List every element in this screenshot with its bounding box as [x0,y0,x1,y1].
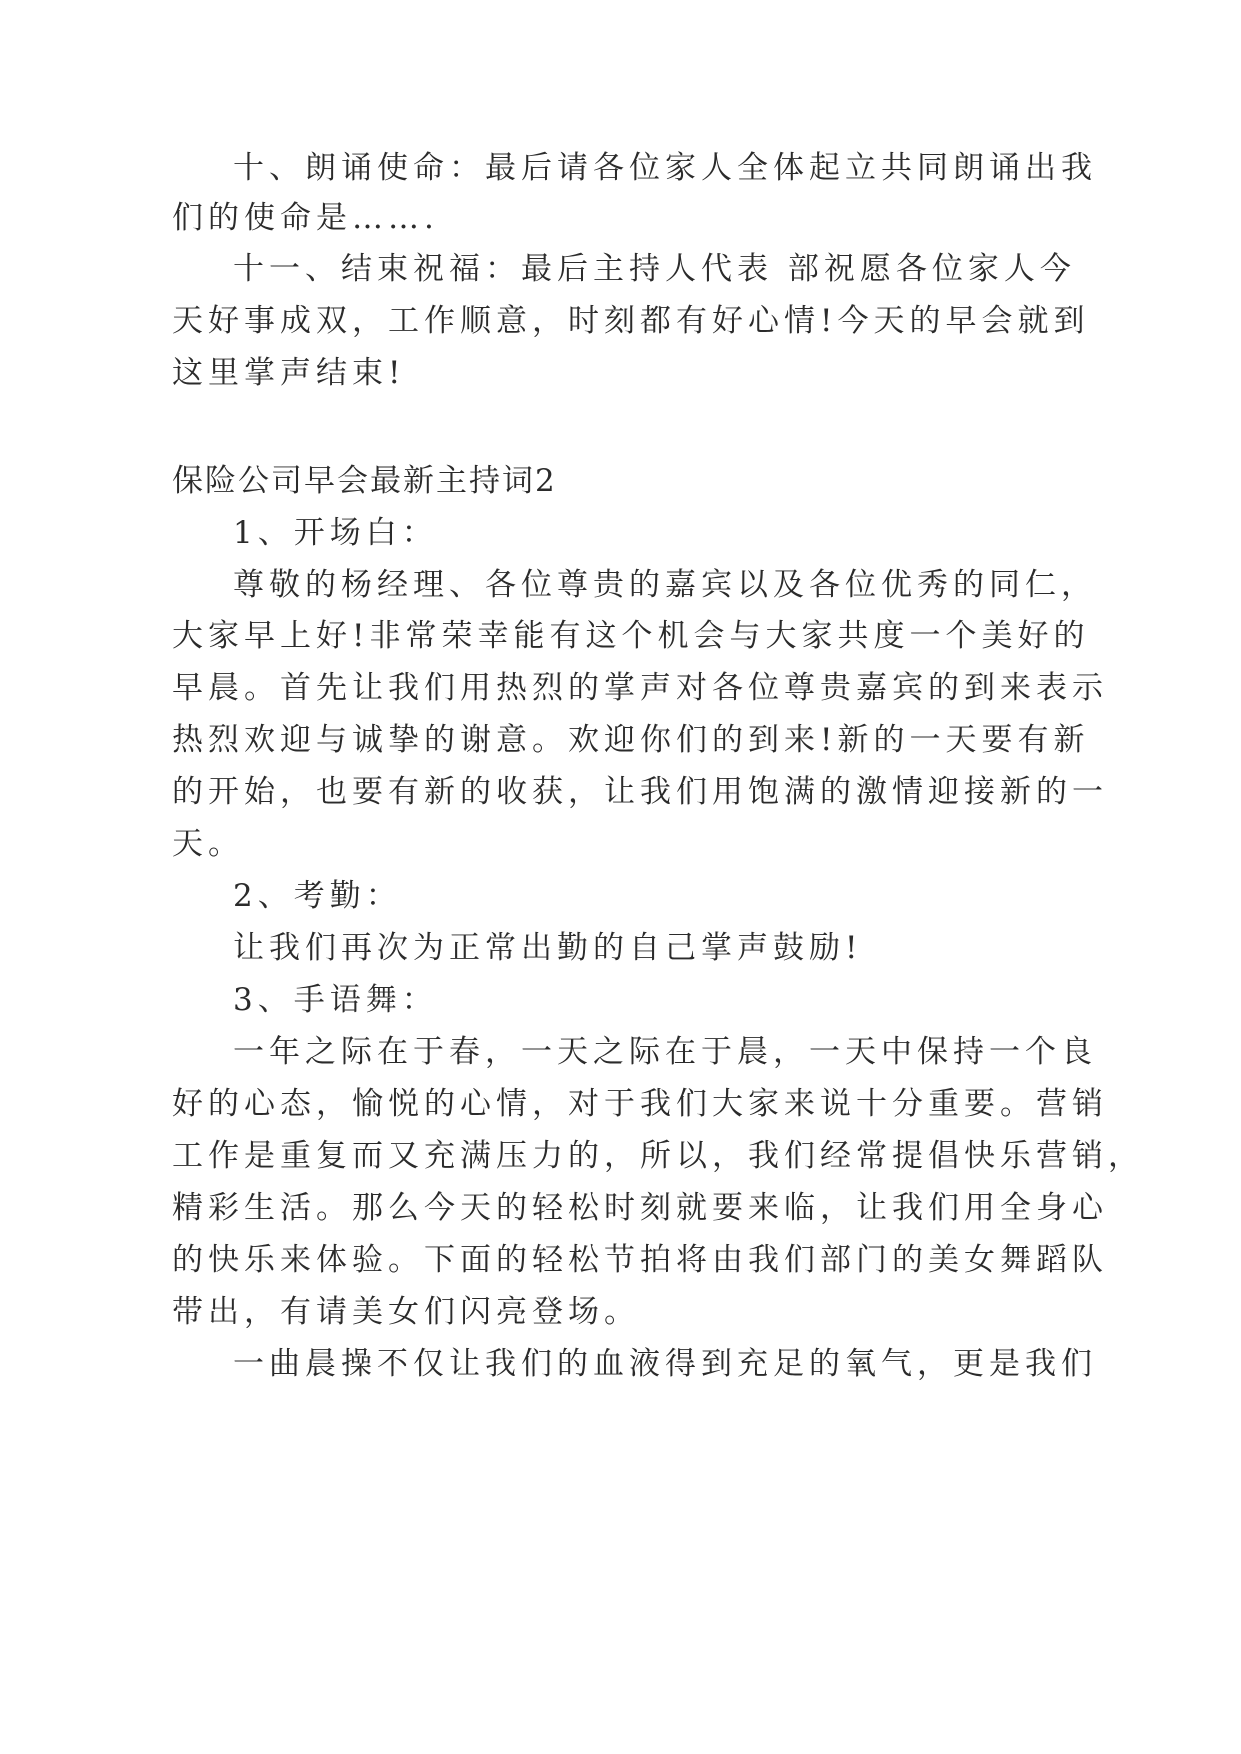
section-title: 保险公司早会最新主持词2 [172,463,557,499]
paragraph-line: 的开始，也要有新的收获，让我们用饱满的激情迎接新的一 [172,774,1108,810]
paragraph-line: 早晨。首先让我们用热烈的掌声对各位尊贵嘉宾的到来表示 [172,670,1108,706]
paragraph-line: 尊敬的杨经理、各位尊贵的嘉宾以及各位优秀的同仁， [233,567,1097,603]
paragraph-line: 好的心态，愉悦的心情，对于我们大家来说十分重要。营销 [172,1086,1108,1122]
item-heading: 3、手语舞： [233,982,438,1018]
paragraph-line: 十、朗诵使命：最后请各位家人全体起立共同朗诵出我 [233,150,1097,186]
paragraph-line: 这里掌声结束! [172,355,406,391]
paragraph-line: 热烈欢迎与诚挚的谢意。欢迎你们的到来!新的一天要有新 [172,722,1090,758]
paragraph-line: 工作是重复而又充满压力的，所以，我们经常提倡快乐营销， [172,1138,1144,1174]
paragraph-line: 带出，有请美女们闪亮登场。 [172,1294,640,1330]
paragraph-line: 让我们再次为正常出勤的自己掌声鼓励! [233,930,863,966]
paragraph-line: 们的使命是……. [172,200,439,236]
paragraph-line: 大家早上好!非常荣幸能有这个机会与大家共度一个美好的 [172,618,1090,654]
paragraph-line: 十一、结束祝福：最后主持人代表 部祝愿各位家人今 [233,251,1076,287]
paragraph-line: 一曲晨操不仅让我们的血液得到充足的氧气，更是我们 [233,1346,1097,1382]
paragraph-line: 精彩生活。那么今天的轻松时刻就要来临，让我们用全身心 [172,1190,1108,1226]
item-heading: 1、开场白： [233,515,438,551]
paragraph-line: 天。 [172,826,244,862]
paragraph-line: 的快乐来体验。下面的轻松节拍将由我们部门的美女舞蹈队 [172,1242,1108,1278]
paragraph-line: 一年之际在于春，一天之际在于晨，一天中保持一个良 [233,1034,1097,1070]
paragraph-line: 天好事成双，工作顺意，时刻都有好心情!今天的早会就到 [172,303,1090,339]
item-heading: 2、考勤： [233,878,402,914]
